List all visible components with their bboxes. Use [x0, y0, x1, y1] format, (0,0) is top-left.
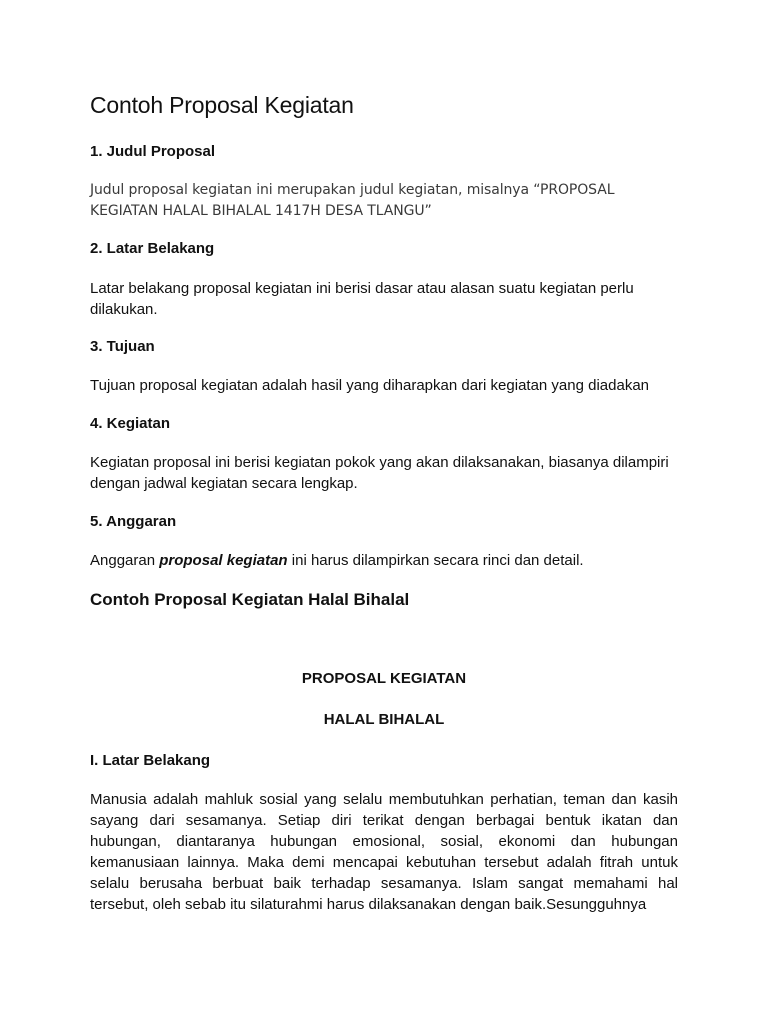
section-heading-anggaran: 5. Anggaran — [90, 513, 177, 530]
anggaran-emphasis: proposal kegiatan — [159, 552, 288, 569]
anggaran-text-before: Anggaran — [90, 552, 160, 569]
latar-belakang-heading: I. Latar Belakang — [90, 752, 211, 769]
proposal-heading-2: HALAL BIHALAL — [323, 711, 445, 728]
section-heading-kegiatan: 4. Kegiatan — [90, 415, 171, 432]
section-heading-judul: 1. Judul Proposal — [90, 143, 216, 160]
proposal-heading-1: PROPOSAL KEGIATAN — [301, 670, 467, 687]
section-body-kegiatan: Kegiatan proposal ini berisi kegiatan pokok yang akan dilaksanakan, biasanya dilampiri dengan jadwal kegiatan secara lengkap. — [90, 454, 669, 492]
section-heading-latar: 2. Latar Belakang — [90, 240, 215, 257]
section-body-tujuan: Tujuan proposal kegiatan adalah hasil yang diharapkan dari kegiatan yang diadakan — [90, 377, 650, 394]
section-body-latar: Latar belakang proposal kegiatan ini berisi dasar atau alasan suatu kegiatan perlu dilakukan. — [90, 280, 634, 318]
section-body-judul: Judul proposal kegiatan ini merupakan judul kegiatan, misalnya “PROPOSAL KEGIATAN HALAL BIHALAL 1417H DESA TLANGU” — [90, 182, 615, 219]
example-title: Contoh Proposal Kegiatan Halal Bihalal — [90, 590, 410, 609]
page-title: Contoh Proposal Kegiatan — [90, 92, 354, 118]
section-body-anggaran — [90, 550, 680, 571]
anggaran-text-after: ini harus dilampirkan secara rinci dan detail. — [287, 552, 584, 569]
section-heading-tujuan: 3. Tujuan — [90, 338, 155, 355]
latar-belakang-body: Manusia adalah mahluk sosial yang selalu membutuhkan perhatian, teman dan kasih sayang dari sesamanya. Setiap diri terikat dengan berbagai bentuk ikatan dan hubungan, diantaranya hubungan emosional, sosial, ekonomi dan hubungan kemanusiaan lainnya. Maka demi mencapai kebutuhan tersebut adalah fitrah untuk selalu berusaha berbuat baik terhadap sesamanya. Islam sangat memahami hal tersebut, oleh sebab itu silaturahmi harus dilaksanakan dengan baik.Sesungguhnya — [90, 791, 678, 913]
